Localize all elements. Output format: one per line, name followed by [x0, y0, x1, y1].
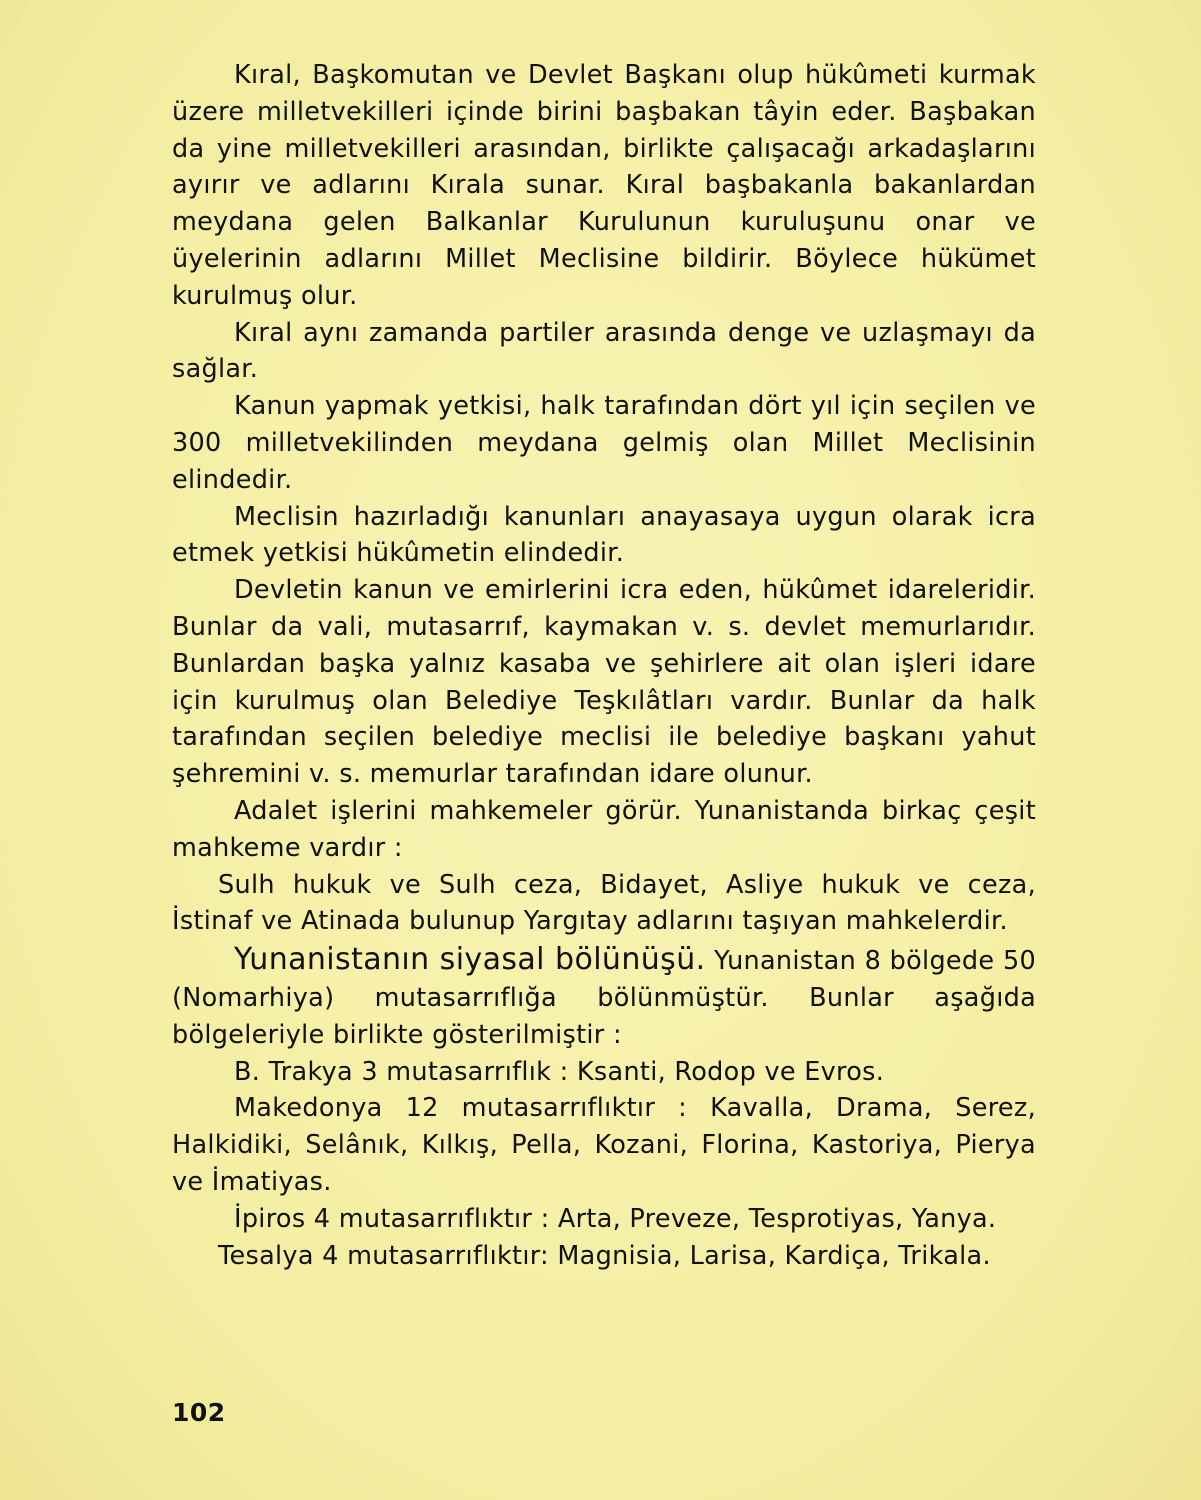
paragraph-legislative-power: Kanun yapmak yetkisi, halk tarafından dört yıl için seçilen ve 300 milletvekilinden meydana gelmiş olan Millet Meclisinin elindedir.	[172, 391, 1036, 495]
region-macedonia: Makedonya 12 mutasarrıflıktır : Kavalla, Drama, Serez, Halkidiki, Selânık, Kılkış, Pella, Kozani, Florina, Kastoriya, Pierya ve İmatiyas.	[172, 1093, 1036, 1197]
paragraph-king-balance: Kıral aynı zamanda partiler arasında denge ve uzlaşmayı da sağlar.	[172, 317, 1036, 385]
section-heading: Yunanistanın siyasal bölünüşü.	[234, 942, 706, 978]
region-epirus: İpiros 4 mutasarrıflıktır : Arta, Preveze, Tesprotiyas, Yanya.	[234, 1203, 997, 1234]
region-thrace: B. Trakya 3 mutasarrıflık : Ksanti, Rodop ve Evros.	[234, 1056, 885, 1087]
paragraph-courts: Adalet işlerini mahkemeler görür. Yunanistanda birkaç çeşit mahkeme vardır :	[172, 795, 1036, 863]
paragraph-executive-power: Meclisin hazırladığı kanunları anayasaya uygun olarak icra etmek yetkisi hükûmetin elindedir.	[172, 501, 1036, 569]
paragraph-government-formation: Kıral, Başkomutan ve Devlet Başkanı olup hükûmeti kurmak üzere milletvekilleri içinde birini başbakan tâyin eder. Başbakan da yine milletvekilleri arasından, birlikte çalışacağı arkadaşlarını ayırır ve adlarını Kırala sunar. Kıral başbakanla bakanlardan meydana gelen Balkanlar Kurulunun kuruluşunu onar ve üyelerinin adlarını Millet Meclisine bildirir. Böylece hükümet kurulmuş olur.	[172, 60, 1036, 311]
section-political-division	[172, 942, 1036, 1053]
page-number: 102	[172, 1398, 226, 1427]
page-body	[172, 57, 1036, 1274]
region-thessaly: Tesalya 4 mutasarrıflıktır: Magnisia, Larisa, Kardiça, Trikala.	[218, 1240, 991, 1271]
section-intro: Yunanistan 8 bölgede 50 (Nomarhiya) mutasarrıflığa bölünmüştür. Bunlar aşağıda bölgeleriyle birlikte gösterilmiştir :	[172, 946, 1036, 1050]
paragraph-administration: Devletin kanun ve emirlerini icra eden, hükûmet idareleridir. Bunlar da vali, mutasarrıf, kaymakan v. s. devlet memurlarıdır. Bunlardan başka yalnız kasaba ve şehirlere ait olan işleri idare için kurulmuş olan Belediye Teşkılâtları vardır. Bunlar da halk tarafından seçilen belediye meclisi ile belediye başkanı yahut şehremini v. s. memurlar tarafından idare olunur.	[172, 575, 1036, 790]
paragraph-court-types: Sulh hukuk ve Sulh ceza, Bidayet, Asliye hukuk ve ceza, İstinaf ve Atinada bulunup Yargıtay adlarını taşıyan mahkelerdir.	[172, 869, 1036, 937]
